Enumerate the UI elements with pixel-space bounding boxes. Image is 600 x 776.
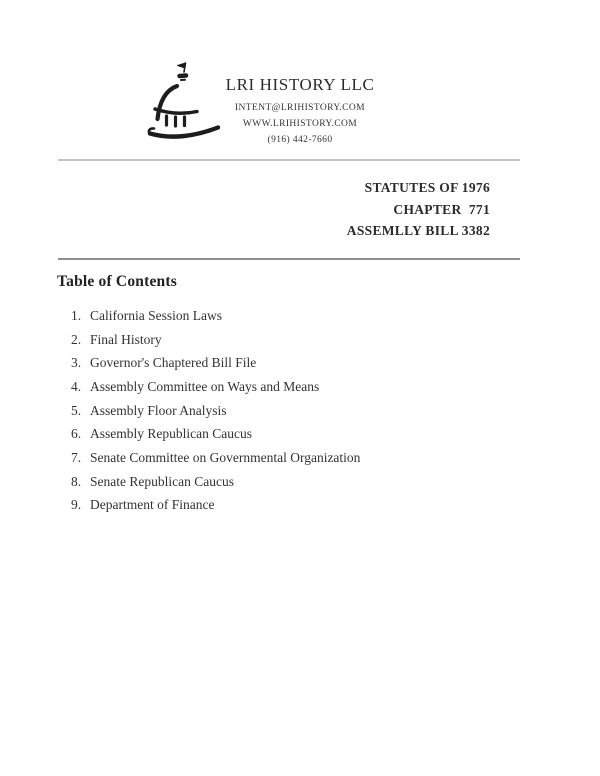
toc-item-label: Senate Republican Caucus xyxy=(90,473,234,489)
toc-list xyxy=(71,304,531,517)
contact-website: WWW.LRIHISTORY.COM xyxy=(242,119,358,129)
toc-title: Table of Contents xyxy=(57,273,177,290)
toc-item-number: 7. xyxy=(71,449,82,465)
toc-item-number: 6. xyxy=(71,426,82,442)
toc-item-label: Governor's Chaptered Bill File xyxy=(90,355,257,371)
company-name: LRI HISTORY LLC xyxy=(225,75,375,94)
toc-item-number: 3. xyxy=(71,355,82,371)
toc-item xyxy=(71,351,531,375)
toc-item xyxy=(71,375,531,399)
letterhead xyxy=(204,74,396,148)
toc-item xyxy=(71,304,531,328)
toc-item-label: Department of Finance xyxy=(90,497,215,513)
bill-reference-block xyxy=(347,177,490,242)
toc-item-label: Final History xyxy=(90,331,162,347)
toc-item-number: 2. xyxy=(71,331,82,347)
toc-item-number: 9. xyxy=(71,497,82,513)
toc-item-number: 1. xyxy=(71,307,82,323)
toc-item xyxy=(71,446,531,470)
contact-phone: (916) 442-7660 xyxy=(267,135,333,145)
chapter-line: CHAPTER 771 xyxy=(393,201,490,217)
header-divider xyxy=(58,159,520,161)
toc-item xyxy=(71,399,531,423)
toc-item-label: Assembly Republican Caucus xyxy=(90,426,252,442)
toc-item-number: 4. xyxy=(71,378,82,394)
toc-item-label: California Session Laws xyxy=(90,307,222,323)
toc-item-number: 8. xyxy=(71,473,82,489)
toc-item xyxy=(71,494,531,518)
toc-item xyxy=(71,328,531,352)
contact-email: INTENT@LRIHISTORY.COM xyxy=(234,103,365,113)
contact-block xyxy=(204,100,396,148)
reference-divider xyxy=(58,258,520,260)
toc-item-label: Senate Committee on Governmental Organization xyxy=(90,449,361,465)
toc-item-label: Assembly Floor Analysis xyxy=(90,402,227,418)
toc-item xyxy=(71,470,531,494)
toc-item-number: 5. xyxy=(71,402,82,418)
assembly-bill-line: ASSEMLLY BILL 3382 xyxy=(346,223,490,238)
toc-item xyxy=(71,422,531,446)
toc-item-label: Assembly Committee on Ways and Means xyxy=(90,378,320,394)
statutes-line: STATUTES OF 1976 xyxy=(364,180,490,195)
